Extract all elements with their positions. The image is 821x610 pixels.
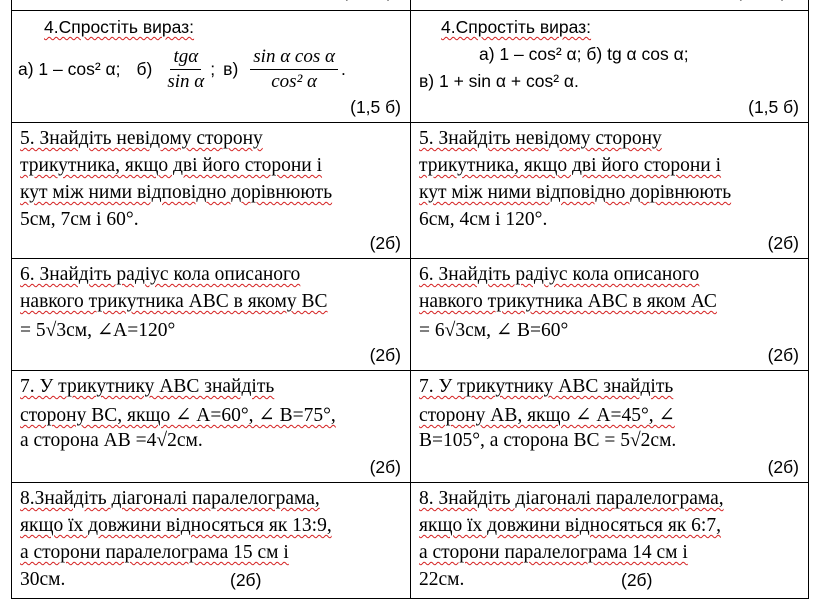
task-line: 5. Знайдіть невідому сторону bbox=[419, 128, 662, 149]
task-line: трикутника, якщо дві його сторони і bbox=[20, 155, 323, 176]
task-line: 8.Знайдіть діагоналі паралелограма, bbox=[20, 488, 320, 509]
task5-left bbox=[12, 123, 411, 259]
task-line: 6. Знайдіть радіус кола описаного bbox=[419, 264, 700, 285]
task-line: кут між ними відповідно дорівнюють bbox=[419, 182, 732, 203]
fraction-b-numerator: tgα bbox=[170, 45, 201, 70]
top-cell-right bbox=[411, 0, 809, 11]
task4-left bbox=[12, 11, 411, 123]
expr-a: а) 1 – cos² α; bbox=[18, 59, 121, 79]
fraction-c bbox=[250, 45, 338, 94]
task7-left bbox=[12, 371, 411, 483]
top-row bbox=[12, 0, 809, 11]
expr-c-end: . bbox=[340, 59, 346, 79]
task-line: а сторони паралелограма 14 см і bbox=[419, 542, 688, 563]
task-line: в) 1 + sin α + cos² α. bbox=[419, 71, 579, 91]
points-label: (2б) bbox=[369, 345, 401, 365]
points-label: (2б) bbox=[230, 570, 262, 590]
task-line: а) 1 – cos² α; б) tg α cos α; bbox=[479, 44, 689, 64]
points-label bbox=[342, 0, 393, 2]
task-line: якщо їх довжини відносяться як 13:9, bbox=[20, 515, 332, 536]
task5-row bbox=[12, 123, 809, 259]
task-line: = 6√3см, ∠ В=60° bbox=[419, 320, 569, 341]
task4-row bbox=[12, 11, 809, 123]
task-line: сторону ВС, якщо ∠ А=60°, ∠ В=75°, bbox=[20, 405, 336, 426]
task8-right bbox=[411, 483, 809, 599]
task7-right bbox=[411, 371, 809, 483]
task-line: 7. У трикутнику АВС знайдіть bbox=[419, 376, 674, 397]
task-line: навкого трикутника АВС в яком АС bbox=[419, 291, 717, 312]
top-cell-left bbox=[12, 0, 411, 11]
task-line: 5. Знайдіть невідому сторону bbox=[20, 128, 263, 149]
fraction-c-numerator: sin α cos α bbox=[250, 45, 338, 70]
task-line: кут між ними відповідно дорівнюють bbox=[20, 182, 333, 203]
fraction-b-denominator: sin α bbox=[167, 71, 205, 92]
points-label: (2б) bbox=[767, 457, 799, 477]
task7-row bbox=[12, 371, 809, 483]
fraction-c-denominator: cos² α bbox=[271, 71, 317, 92]
task-title: 4.Спростіть вираз: bbox=[441, 17, 592, 37]
points-label: (1,5 б) bbox=[350, 97, 401, 117]
task6-right bbox=[411, 259, 809, 371]
task6-row bbox=[12, 259, 809, 371]
task8-row bbox=[12, 483, 809, 599]
task-line: сторону АВ, якщо ∠ А=45°, ∠ bbox=[419, 405, 675, 426]
points-label: (2б) bbox=[767, 233, 799, 253]
task-line: трикутника, якщо дві його сторони і bbox=[419, 155, 722, 176]
task-line: якщо їх довжини відносяться як 6:7, bbox=[419, 515, 721, 536]
task4-right bbox=[411, 11, 809, 123]
task-line: В=105°, а сторона ВС = 5√2см. bbox=[419, 430, 677, 451]
task-title: 4.Спростіть вираз: bbox=[44, 17, 195, 37]
task-line: 6см, 4см і 120°. bbox=[419, 209, 548, 230]
points-label: (2б) bbox=[767, 345, 799, 365]
fraction-b bbox=[164, 45, 207, 94]
task4-left-expressions bbox=[18, 45, 346, 94]
task-table bbox=[11, 0, 809, 599]
expr-c-label: в) bbox=[223, 59, 239, 79]
task6-left bbox=[12, 259, 411, 371]
task-line: навкого трикутника АВС в якому ВС bbox=[20, 291, 328, 312]
task-line: 7. У трикутнику АВС знайдіть bbox=[20, 376, 275, 397]
task-line: 30см. bbox=[20, 569, 66, 590]
task-line: 6. Знайдіть радіус кола описаного bbox=[20, 264, 301, 285]
task8-left bbox=[12, 483, 411, 599]
points-label: (2б) bbox=[621, 570, 653, 590]
task-line: а сторона АВ =4√2см. bbox=[20, 430, 203, 451]
task-line: 22см. bbox=[419, 569, 465, 590]
points-label: (1,5 б) bbox=[748, 97, 799, 117]
points-label: (2б) bbox=[369, 457, 401, 477]
expr-b-label: б) bbox=[136, 59, 153, 79]
points-label bbox=[736, 0, 787, 2]
points-label: (2б) bbox=[369, 233, 401, 253]
task-line: 5см, 7см і 60°. bbox=[20, 209, 139, 230]
task-line: а сторони паралелограма 15 см і bbox=[20, 542, 289, 563]
task5-right bbox=[411, 123, 809, 259]
expr-b-separator: ; bbox=[210, 59, 216, 79]
task-line: 8. Знайдіть діагоналі паралелограма, bbox=[419, 488, 724, 509]
task-line: = 5√3см, ∠А=120° bbox=[20, 320, 176, 341]
